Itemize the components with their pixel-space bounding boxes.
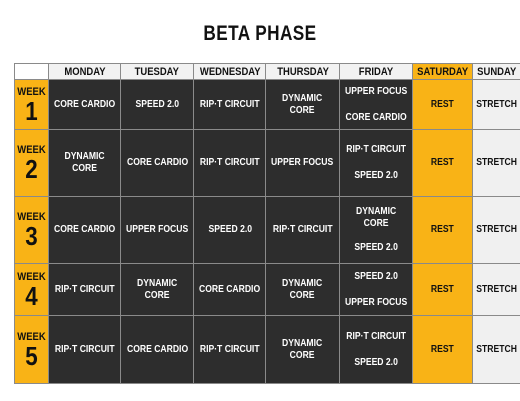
schedule-cell-sun [473,130,520,197]
workout-label: RIP·T CIRCUIT [345,330,406,342]
week-row [15,80,520,130]
workout-label: CORE CARDIO [53,224,116,235]
workout-label: STRETCH [476,343,518,355]
workout-label: DYNAMIC [137,277,178,289]
header-corner-cell [15,64,49,80]
week-label-cell [15,316,49,384]
schedule-cell-thu [266,316,339,384]
schedule-cell-fri [339,197,412,264]
schedule-cell-thu [266,80,339,130]
schedule-cell-fri [339,316,412,384]
schedule-cell-thu [266,264,339,316]
week-row [15,264,520,316]
schedule-cell-mon [49,80,121,130]
workout-label: SPEED 2.0 [354,170,398,181]
schedule-cell-tue [121,130,194,197]
workout-label: SPEED 2.0 [354,356,398,368]
week-label: WEEK [17,330,46,343]
workout-label: UPPER FOCUS [271,157,334,168]
schedule-cell-tue [121,316,194,384]
workout-label: REST [431,157,455,168]
schedule-cell-wed [194,316,266,384]
workout-label: RIP·T CIRCUIT [200,98,260,110]
workout-label: STRETCH [476,157,518,168]
workout-label: STRETCH [476,224,518,235]
header-friday: FRIDAY [339,64,412,80]
workout-label: DYNAMIC [282,92,323,104]
week-row [15,316,520,384]
week-label: WEEK [17,211,46,223]
week-number: 4 [25,280,38,311]
workout-label: RIP·T CIRCUIT [200,157,260,168]
header-saturday: SATURDAY [412,64,472,80]
week-label: WEEK [17,144,46,156]
week-label-cell [15,80,49,130]
workout-label: CORE CARDIO [53,98,116,110]
week-number: 3 [25,221,38,251]
workout-label: UPPER FOCUS [344,85,407,97]
workout-label: CORE [290,289,316,301]
workout-label: RIP·T CIRCUIT [345,144,406,155]
week-label-cell [15,264,49,316]
header-row [15,64,520,80]
schedule-cell-wed [194,130,266,197]
week-label-cell [15,197,49,264]
schedule-cell-wed [194,197,266,264]
week-label: WEEK [17,270,46,283]
workout-label: RIP·T CIRCUIT [54,283,115,295]
workout-label: REST [431,343,455,355]
header-sunday: SUNDAY [473,64,520,80]
workout-label: CORE CARDIO [345,111,407,123]
schedule-cell-sun [473,197,520,264]
schedule-cell-wed [194,264,266,316]
schedule-cell-sun [473,316,520,384]
workout-label: REST [431,98,455,110]
workout-label: STRETCH [476,98,518,110]
page-title: BETA PHASE [203,22,317,45]
week-number: 1 [25,95,38,126]
workout-label: DYNAMIC [355,206,396,217]
workout-label: CORE CARDIO [126,343,188,355]
schedule-cell-tue [121,264,194,316]
workout-label: UPPER FOCUS [344,296,407,308]
workout-label: CORE [290,104,316,116]
workout-label: RIP·T CIRCUIT [272,224,333,235]
week-label-cell [15,130,49,197]
schedule-cell-fri [339,264,412,316]
week-label: WEEK [17,85,46,98]
schedule-cell-mon [49,316,121,384]
schedule-cell-thu [266,197,339,264]
workout-label: DYNAMIC [282,337,323,349]
schedule-cell-mon [49,264,121,316]
schedule-cell-mon [49,130,121,197]
workout-label: CORE CARDIO [199,283,261,295]
header-wednesday: WEDNESDAY [194,64,266,80]
workout-label: SPEED 2.0 [135,98,179,110]
schedule-cell-tue [121,197,194,264]
workout-label: CORE [144,289,170,301]
week-number: 2 [25,154,38,184]
workout-label: SPEED 2.0 [208,224,252,235]
workout-label: CORE CARDIO [126,157,188,168]
schedule-table [14,63,520,384]
schedule-cell-mon [49,197,121,264]
workout-label: REST [431,224,455,235]
schedule-cell-tue [121,80,194,130]
schedule-cell-sat [412,197,472,264]
workout-label: UPPER FOCUS [126,224,189,235]
workout-label: STRETCH [476,283,518,295]
schedule-cell-sat [412,130,472,197]
schedule-cell-sun [473,264,520,316]
week-number: 5 [25,340,38,371]
workout-label: DYNAMIC [64,151,105,162]
workout-label: REST [431,283,455,295]
header-tuesday: TUESDAY [121,64,194,80]
schedule-cell-sat [412,316,472,384]
schedule-cell-wed [194,80,266,130]
header-monday: MONDAY [49,64,121,80]
week-row [15,130,520,197]
schedule-cell-fri [339,80,412,130]
schedule-cell-sat [412,264,472,316]
workout-label: RIP·T CIRCUIT [54,343,115,355]
header-thursday: THURSDAY [266,64,339,80]
schedule-cell-thu [266,130,339,197]
workout-label: CORE [290,349,316,361]
schedule-cell-sat [412,80,472,130]
workout-label: CORE [72,163,97,174]
workout-label: DYNAMIC [282,277,323,289]
workout-label: CORE [363,218,389,229]
workout-label: RIP·T CIRCUIT [200,343,260,355]
week-row [15,197,520,264]
workout-label: SPEED 2.0 [354,242,398,253]
schedule-cell-sun [473,80,520,130]
schedule-cell-fri [339,130,412,197]
workout-label: SPEED 2.0 [354,270,398,282]
